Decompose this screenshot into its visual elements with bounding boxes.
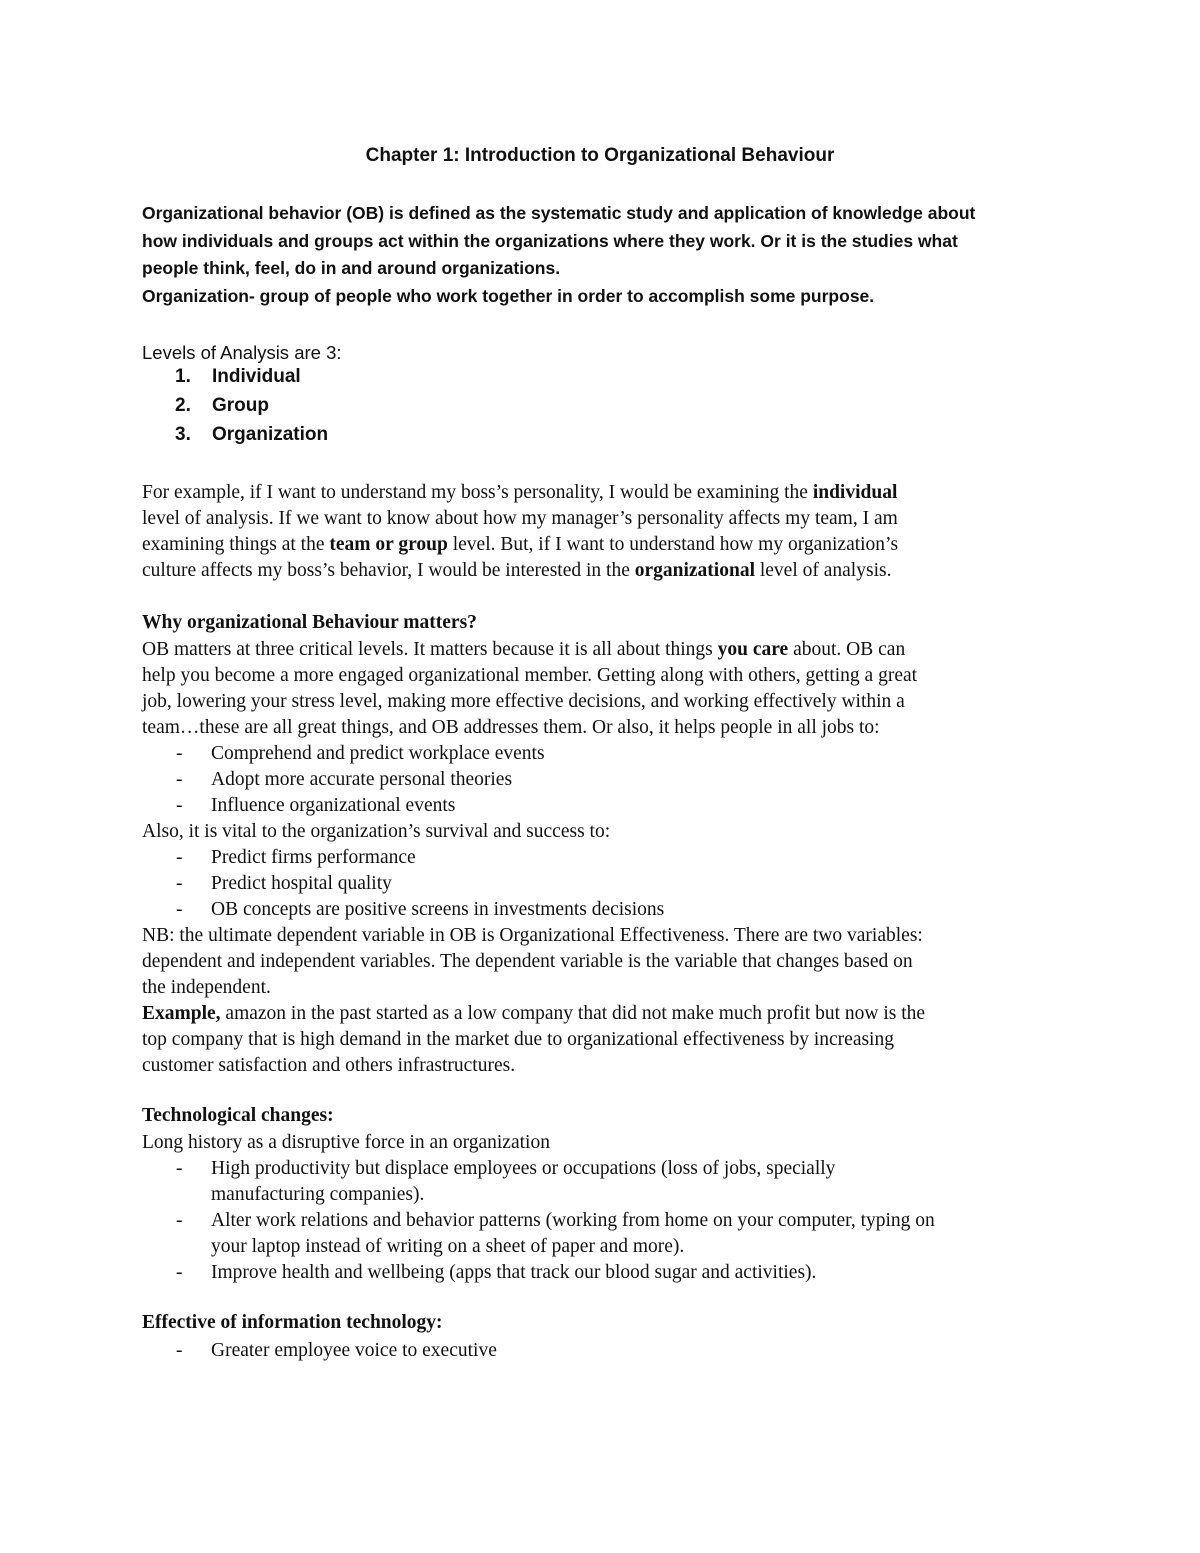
list-item: - OB concepts are positive screens in investments decisions — [176, 897, 1076, 923]
page-title: Chapter 1: Introduction to Organizational Behaviour — [365, 145, 835, 166]
level-item-organization — [175, 424, 328, 446]
list-item: - Predict hospital quality — [176, 871, 1076, 897]
emphasis-you-care: you care — [717, 639, 789, 660]
definition-line-1: Organizational behavior (OB) is defined as the systematic study and application of knowledge about — [142, 203, 976, 223]
level-label: Individual — [212, 366, 301, 387]
example-paragraph: For example, if I want to understand my boss’s personality, I would be examining the individual level of analysis. If we want to know about how my manager’s personality affects my team, I am examining things at the team or group level. But, if I want to understand how my organization’s culture affects my boss’s behavior, I would be interested in the organizational level of analysis. — [142, 482, 899, 581]
tech-intro: Long history as a disruptive force in an organization — [142, 1132, 550, 1153]
section-heading-tech: Technological changes: — [142, 1105, 334, 1126]
section-heading-why: Why organizational Behaviour matters? — [142, 612, 477, 633]
level-number: 1. — [175, 366, 191, 387]
emphasis-organizational: organizational — [634, 560, 755, 581]
levels-intro: Levels of Analysis are 3: — [142, 342, 342, 363]
organization-definition: Organization- group of people who work together in order to accomplish some purpose. — [142, 285, 875, 306]
level-label: Group — [212, 395, 269, 416]
dash-bullet: - — [176, 743, 183, 764]
dash-bullet: - — [176, 1262, 183, 1283]
why-paragraph: OB matters at three critical levels. It matters because it is all about things you care about. OB can help you become a more engaged organizational member. Getting along with others, getting a great job, lowering your stress level, making more effective decisions, and working effectively within a team…these are all great things, and OB addresses them. Or also, it helps people in all jobs to: — [142, 639, 918, 738]
ob-term: Organizational behavior (OB) — [142, 203, 385, 223]
dash-bullet: - — [176, 873, 183, 894]
dash-bullet: - — [176, 899, 183, 920]
definition-line-3: people think, feel, do in and around organizations. — [142, 258, 561, 278]
list-item: - Comprehend and predict workplace events — [176, 741, 1076, 767]
definition-paragraph — [142, 200, 975, 310]
level-item-group — [175, 395, 269, 417]
list-item: - High productivity but displace employees or occupations (loss of jobs, specially manufacturing companies). — [176, 1158, 836, 1205]
nb-paragraph: NB: the ultimate dependent variable in OB is Organizational Effectiveness. There are two variables: dependent and independent variables. The dependent variable is the variable that changes based on the independent. Example, amazon in the past started as a low company that did not make much profit but now is the top company that is high demand in the market due to organizational effectiveness by increasing customer satisfaction and others infrastructures. — [142, 925, 926, 1076]
list-item: - Greater employee voice to executive — [176, 1338, 1076, 1364]
dash-bullet: - — [176, 795, 183, 816]
dash-bullet: - — [176, 1210, 183, 1231]
dash-bullet: - — [176, 1158, 183, 1179]
dash-bullet: - — [176, 769, 183, 790]
level-number: 2. — [175, 395, 191, 416]
level-label: Organization — [212, 424, 329, 445]
emphasis-individual: individual — [812, 482, 898, 503]
list-item: - Predict firms performance — [176, 845, 1076, 871]
list-item: - Influence organizational events — [176, 793, 1076, 819]
section-heading-info: Effective of information technology: — [142, 1312, 443, 1333]
dash-bullet: - — [176, 1340, 183, 1361]
organization-term: Organization- — [142, 285, 255, 306]
definition-line-2: how individuals and groups act within the organizations where they work. Or it is the studies what — [142, 230, 958, 251]
emphasis-team-group: team or group — [329, 534, 448, 555]
dash-bullet: - — [176, 847, 183, 868]
list-item: - Alter work relations and behavior patterns (working from home on your computer, typing on your laptop instead of writing on a sheet of paper and more). — [176, 1210, 935, 1257]
example-term: Example, — [142, 1003, 221, 1024]
level-item-individual — [175, 366, 301, 388]
level-number: 3. — [175, 424, 191, 445]
also-line: Also, it is vital to the organization’s survival and success to: — [142, 821, 611, 842]
list-item: - Adopt more accurate personal theories — [176, 767, 1076, 793]
list-item: - Improve health and wellbeing (apps that track our blood sugar and activities). — [176, 1260, 1076, 1286]
